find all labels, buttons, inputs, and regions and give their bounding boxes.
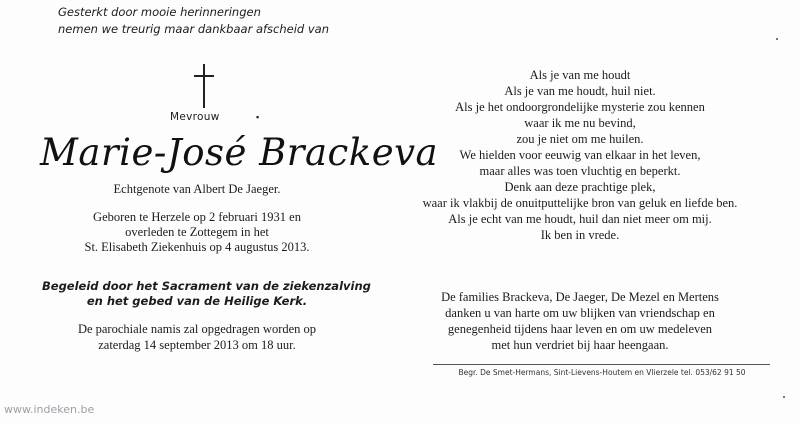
thanks-line-4: met hun verdriet bij haar heengaan. <box>491 338 669 352</box>
poem-line-8: Denk aan deze prachtige plek, <box>504 180 656 194</box>
birth-death-line-1: Geboren te Herzele op 2 februari 1931 en <box>93 210 301 224</box>
thanks-line-3: genegenheid tijdens haar leven en om uw medeleven <box>447 322 713 336</box>
watermark: www.indeken.be <box>4 403 95 416</box>
poem-line-9: waar ik vlakbij de onuitputtelijke bron van geluk en liefde ben. <box>422 196 738 210</box>
poem-line-10: Als je echt van me houdt, huil dan niet meer om mij. <box>448 212 712 226</box>
decorative-mark: ▪ <box>256 112 260 122</box>
poem-line-2: Als je van me houdt, huil niet. <box>504 84 656 98</box>
poem-line-7: maar alles was toen vluchtig en beperkt. <box>479 164 681 178</box>
mass-line-2: zaterdag 14 september 2013 om 18 uur. <box>98 338 296 352</box>
thanks-line-2: danken u van harte om uw blijken van vriendschap en <box>445 306 715 320</box>
sacrament-line-2: en het gebed van de Heilige Kerk. <box>86 294 308 308</box>
footer-divider <box>433 364 770 365</box>
poem-line-5: zou je niet om me huilen. <box>516 132 644 146</box>
birth-death-line-3: St. Elisabeth Ziekenhuis op 4 augustus 2013. <box>84 240 310 254</box>
undertaker-footer: Begr. De Smet-Hermans, Sint-Lievens-Houtem en Vlierzele tel. 053/62 91 50 <box>458 368 746 377</box>
print-speck <box>783 396 785 398</box>
mass-line-1: De parochiale namis zal opgedragen worden op <box>77 322 317 336</box>
thanks-line-1: De families Brackeva, De Jaeger, De Mezel en Mertens <box>441 290 719 304</box>
deceased-name: Marie-José Brackeva <box>40 131 439 174</box>
sacrament-line-1: Begeleid door het Sacrament van de ziekenzalving <box>42 279 371 293</box>
poem-line-4: waar ik me nu bevind, <box>524 116 636 130</box>
spouse-line: Echtgenote van Albert De Jaeger. <box>113 182 281 196</box>
poem-line-1: Als je van me houdt <box>529 68 631 82</box>
title-mevrouw: Mevrouw <box>170 111 220 123</box>
print-speck <box>776 38 778 40</box>
intro-line-1: Gesterkt door mooie herinneringen <box>58 5 261 19</box>
intro-line-2: nemen we treurig maar dankbaar afscheid van <box>58 22 330 36</box>
cross-icon <box>194 64 214 108</box>
poem-line-11: Ik ben in vrede. <box>540 228 620 242</box>
birth-death-line-2: overleden te Zottegem in het <box>125 225 269 239</box>
poem-line-3: Als je het ondoorgrondelijke mysterie zou kennen <box>455 100 705 114</box>
poem-line-6: We hielden voor eeuwig van elkaar in het leven, <box>459 148 701 162</box>
